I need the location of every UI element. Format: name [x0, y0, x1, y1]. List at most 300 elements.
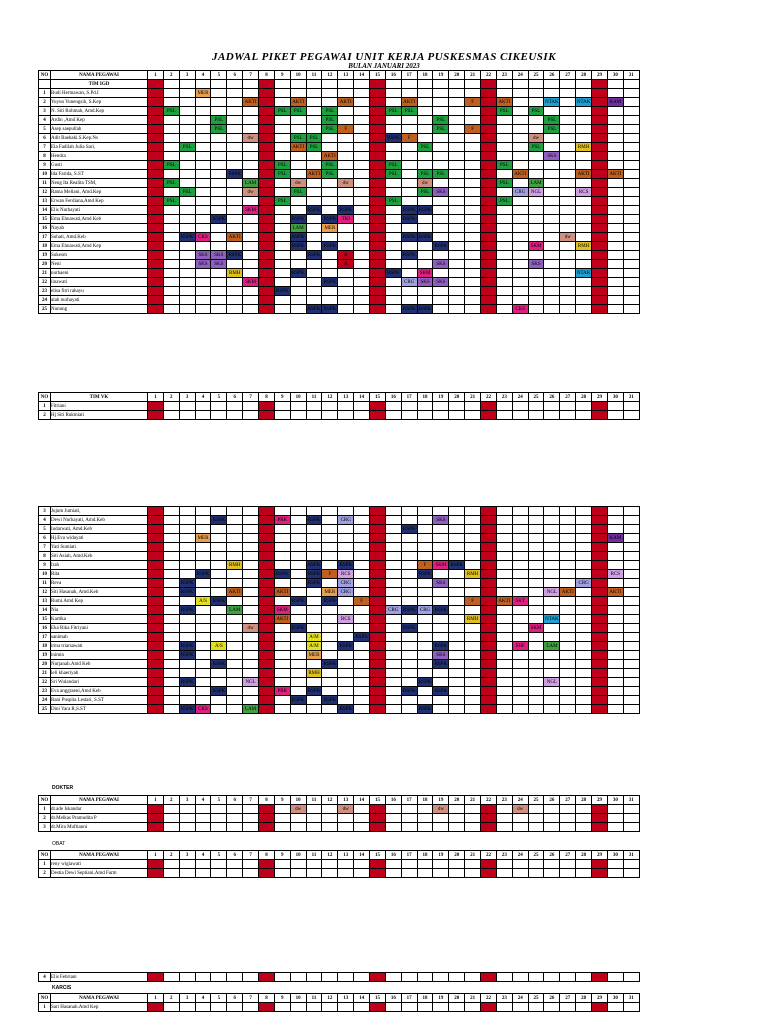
schedule-cell	[274, 402, 290, 411]
schedule-cell	[576, 633, 592, 642]
schedule-cell	[163, 224, 179, 233]
schedule-cell	[401, 633, 417, 642]
schedule-cell	[607, 525, 623, 534]
schedule-cell	[623, 507, 639, 516]
schedule-cell	[481, 588, 497, 597]
schedule-cell	[274, 814, 290, 823]
schedule-cell	[322, 89, 338, 98]
row-number: 11	[39, 579, 51, 588]
schedule-cell: CRG	[338, 588, 354, 597]
roster-table-obat	[38, 850, 640, 878]
schedule-cell	[274, 869, 290, 878]
schedule-cell	[417, 98, 433, 107]
schedule-cell	[148, 233, 164, 242]
table-row	[39, 233, 640, 242]
schedule-cell	[354, 134, 370, 143]
schedule-cell	[163, 402, 179, 411]
schedule-cell: RSPK	[291, 625, 305, 631]
day-header: 20	[449, 851, 465, 860]
schedule-cell: SKS	[195, 251, 211, 260]
schedule-cell	[274, 597, 290, 606]
schedule-cell	[496, 823, 512, 832]
schedule-cell	[465, 660, 481, 669]
schedule-cell	[290, 678, 306, 687]
day-header: 12	[322, 796, 338, 805]
schedule-cell	[592, 179, 608, 188]
schedule-cell	[338, 296, 354, 305]
row-number: 25	[39, 705, 51, 714]
schedule-cell	[512, 543, 528, 552]
schedule-cell	[306, 89, 322, 98]
schedule-cell	[465, 233, 481, 242]
table-row	[39, 615, 640, 624]
schedule-cell	[401, 579, 417, 588]
schedule-cell	[322, 411, 338, 420]
schedule-cell	[163, 651, 179, 660]
schedule-cell	[512, 561, 528, 570]
schedule-cell	[481, 705, 497, 714]
day-header: 25	[528, 851, 544, 860]
schedule-cell	[417, 615, 433, 624]
schedule-cell	[243, 651, 259, 660]
schedule-cell: PSL	[179, 143, 195, 152]
schedule-cell	[449, 805, 465, 814]
schedule-cell	[354, 296, 370, 305]
schedule-cell	[607, 215, 623, 224]
schedule-cell	[481, 89, 497, 98]
schedule-cell	[163, 696, 179, 705]
row-number: 15	[39, 215, 51, 224]
schedule-cell	[592, 973, 608, 982]
schedule-cell	[465, 411, 481, 420]
schedule-cell	[243, 534, 259, 543]
table-row	[39, 860, 640, 869]
schedule-cell	[211, 278, 227, 287]
day-header: 18	[417, 851, 433, 860]
day-header: 28	[576, 994, 592, 1003]
schedule-cell	[449, 206, 465, 215]
schedule-cell	[195, 278, 211, 287]
schedule-cell	[306, 107, 322, 116]
schedule-cell	[560, 516, 576, 525]
day-header: 8	[259, 71, 275, 80]
schedule-cell	[623, 606, 639, 615]
schedule-cell	[607, 1003, 623, 1012]
schedule-cell	[259, 696, 275, 705]
schedule-cell	[465, 206, 481, 215]
day-header: 2	[163, 796, 179, 805]
schedule-cell	[354, 805, 370, 814]
schedule-cell	[623, 233, 639, 242]
schedule-cell	[576, 588, 592, 597]
schedule-cell	[243, 233, 259, 242]
schedule-cell	[179, 669, 195, 678]
schedule-cell	[163, 597, 179, 606]
schedule-cell	[528, 233, 544, 242]
schedule-cell	[163, 278, 179, 287]
schedule-cell	[227, 687, 243, 696]
row-number: 17	[39, 233, 51, 242]
schedule-cell	[449, 125, 465, 134]
employee-name: Yuyun Yunengsih, S.Kep	[51, 98, 148, 107]
schedule-cell	[370, 411, 386, 420]
schedule-cell	[322, 615, 338, 624]
schedule-cell: PSL	[385, 161, 401, 170]
schedule-cell: RSPK	[323, 243, 337, 249]
schedule-cell	[195, 516, 211, 525]
schedule-cell	[354, 552, 370, 561]
schedule-cell	[449, 170, 465, 179]
schedule-cell	[623, 823, 639, 832]
schedule-cell	[592, 134, 608, 143]
schedule-cell	[243, 411, 259, 420]
schedule-cell	[496, 1003, 512, 1012]
schedule-cell	[496, 814, 512, 823]
schedule-cell	[354, 402, 370, 411]
schedule-cell	[195, 651, 211, 660]
schedule-cell	[433, 552, 449, 561]
schedule-cell	[163, 615, 179, 624]
day-header: 11	[306, 994, 322, 1003]
schedule-cell	[528, 606, 544, 615]
schedule-cell	[576, 651, 592, 660]
day-header: 31	[623, 851, 639, 860]
schedule-cell	[354, 287, 370, 296]
schedule-cell	[179, 116, 195, 125]
schedule-cell	[195, 561, 211, 570]
schedule-cell	[449, 678, 465, 687]
day-header: 8	[259, 994, 275, 1003]
schedule-cell	[227, 624, 243, 633]
schedule-cell: AKTI	[323, 153, 336, 159]
schedule-cell	[496, 561, 512, 570]
schedule-cell	[148, 579, 164, 588]
schedule-cell	[354, 570, 370, 579]
schedule-cell	[623, 624, 639, 633]
schedule-cell: RSPK	[339, 207, 352, 213]
schedule-cell	[528, 507, 544, 516]
schedule-cell	[607, 696, 623, 705]
day-header: 4	[195, 393, 211, 402]
schedule-cell	[496, 805, 512, 814]
schedule-cell	[179, 98, 195, 107]
schedule-cell	[274, 224, 290, 233]
schedule-cell	[227, 669, 243, 678]
schedule-cell	[370, 860, 386, 869]
schedule-cell	[243, 269, 259, 278]
schedule-cell	[465, 579, 481, 588]
row-number: 14	[39, 606, 51, 615]
schedule-cell	[623, 287, 639, 296]
schedule-cell	[148, 973, 164, 982]
schedule-cell	[544, 516, 560, 525]
schedule-cell	[592, 869, 608, 878]
schedule-cell	[306, 534, 322, 543]
schedule-cell	[227, 134, 243, 143]
day-header: 28	[576, 71, 592, 80]
schedule-cell	[417, 597, 433, 606]
schedule-cell	[211, 814, 227, 823]
employee-name: Ela Fadilah Julia Sari,	[51, 143, 148, 152]
schedule-cell	[163, 134, 179, 143]
day-header: 27	[560, 994, 576, 1003]
schedule-cell	[148, 107, 164, 116]
schedule-cell	[322, 823, 338, 832]
schedule-cell: SKS	[433, 516, 449, 525]
schedule-cell	[259, 161, 275, 170]
day-header: 19	[433, 71, 449, 80]
day-header: 2	[163, 994, 179, 1003]
schedule-cell	[370, 233, 386, 242]
schedule-cell	[385, 823, 401, 832]
schedule-cell	[148, 1003, 164, 1012]
schedule-cell	[243, 125, 259, 134]
schedule-cell	[560, 696, 576, 705]
schedule-cell	[385, 678, 401, 687]
schedule-cell	[290, 411, 306, 420]
day-header: 18	[417, 71, 433, 80]
schedule-cell	[163, 687, 179, 696]
schedule-cell	[576, 251, 592, 260]
schedule-cell	[163, 570, 179, 579]
schedule-cell	[481, 687, 497, 696]
schedule-cell	[211, 534, 227, 543]
row-number: 8	[39, 552, 51, 561]
schedule-cell	[607, 814, 623, 823]
schedule-cell	[576, 606, 592, 615]
schedule-cell	[338, 287, 354, 296]
schedule-cell	[338, 678, 354, 687]
header-row	[39, 71, 640, 80]
schedule-cell	[370, 543, 386, 552]
schedule-cell	[560, 251, 576, 260]
schedule-cell: RMH	[465, 615, 481, 624]
schedule-cell	[576, 543, 592, 552]
schedule-cell	[401, 269, 417, 278]
schedule-cell	[385, 543, 401, 552]
schedule-cell	[512, 197, 528, 206]
schedule-cell	[560, 161, 576, 170]
schedule-cell: RSPK	[402, 306, 416, 312]
schedule-cell	[274, 411, 290, 420]
schedule-cell	[195, 823, 211, 832]
schedule-cell	[560, 525, 576, 534]
schedule-cell	[195, 660, 211, 669]
schedule-cell	[148, 597, 164, 606]
schedule-cell	[465, 402, 481, 411]
schedule-cell	[433, 143, 449, 152]
employee-name: reny wigiawati	[51, 860, 148, 869]
schedule-cell	[496, 116, 512, 125]
schedule-cell	[433, 973, 449, 982]
schedule-cell	[370, 534, 386, 543]
schedule-cell	[211, 296, 227, 305]
schedule-cell	[576, 534, 592, 543]
schedule-cell	[290, 561, 306, 570]
schedule-cell	[417, 116, 433, 125]
employee-name: Iudarwati, Amd.Keb	[51, 525, 148, 534]
schedule-cell	[211, 287, 227, 296]
day-header: 2	[163, 71, 179, 80]
schedule-cell	[148, 197, 164, 206]
schedule-cell	[401, 534, 417, 543]
schedule-cell	[560, 507, 576, 516]
schedule-cell	[385, 206, 401, 215]
schedule-cell	[481, 525, 497, 534]
table-row	[39, 525, 640, 534]
schedule-cell	[449, 269, 465, 278]
row-number: 3	[39, 823, 51, 832]
schedule-cell	[465, 1003, 481, 1012]
schedule-cell	[496, 224, 512, 233]
schedule-cell	[560, 411, 576, 420]
schedule-cell	[259, 525, 275, 534]
schedule-cell	[607, 869, 623, 878]
schedule-cell	[560, 260, 576, 269]
schedule-cell	[623, 534, 639, 543]
schedule-cell	[163, 973, 179, 982]
schedule-cell	[417, 251, 433, 260]
day-header: 17	[401, 851, 417, 860]
schedule-cell	[195, 606, 211, 615]
schedule-cell: PSL	[274, 170, 290, 179]
employee-name: Nayah	[51, 224, 148, 233]
schedule-cell	[607, 624, 623, 633]
schedule-cell: AKTI	[514, 171, 527, 177]
employee-name: Budi Hermawan, S.Pd.I	[51, 89, 148, 98]
schedule-cell	[417, 624, 433, 633]
schedule-cell	[338, 278, 354, 287]
day-header: 26	[544, 994, 560, 1003]
schedule-cell	[496, 687, 512, 696]
schedule-cell	[481, 534, 497, 543]
schedule-cell	[243, 305, 259, 314]
schedule-cell	[163, 814, 179, 823]
schedule-cell	[354, 534, 370, 543]
schedule-cell	[243, 814, 259, 823]
schedule-cell	[338, 242, 354, 251]
schedule-cell	[592, 678, 608, 687]
column-header-no: NO	[39, 393, 51, 402]
schedule-cell	[290, 570, 306, 579]
employee-name: Kartika	[51, 615, 148, 624]
schedule-cell	[195, 242, 211, 251]
schedule-cell	[259, 1003, 275, 1012]
schedule-cell	[623, 125, 639, 134]
schedule-cell	[481, 107, 497, 116]
schedule-cell	[290, 197, 306, 206]
schedule-cell	[148, 805, 164, 814]
schedule-cell	[449, 233, 465, 242]
schedule-cell	[544, 134, 560, 143]
schedule-cell: NGL	[544, 588, 560, 597]
schedule-cell	[370, 179, 386, 188]
schedule-cell: RSPK	[307, 207, 321, 213]
table-row	[39, 278, 640, 287]
schedule-cell: RSPK	[339, 643, 352, 649]
schedule-cell	[306, 215, 322, 224]
schedule-cell	[449, 687, 465, 696]
day-header: 9	[274, 393, 290, 402]
row-number: 6	[39, 134, 51, 143]
schedule-cell	[623, 552, 639, 561]
day-header: 5	[211, 796, 227, 805]
schedule-cell	[512, 814, 528, 823]
schedule-cell	[544, 660, 560, 669]
schedule-cell	[607, 402, 623, 411]
schedule-cell	[560, 805, 576, 814]
schedule-cell	[607, 296, 623, 305]
schedule-cell	[401, 860, 417, 869]
schedule-cell	[290, 161, 306, 170]
schedule-cell	[148, 669, 164, 678]
schedule-cell: PSL	[163, 161, 179, 170]
schedule-cell	[623, 570, 639, 579]
schedule-cell	[465, 606, 481, 615]
schedule-cell	[370, 152, 386, 161]
schedule-cell	[338, 696, 354, 705]
schedule-cell	[322, 507, 338, 516]
schedule-cell	[385, 705, 401, 714]
schedule-cell	[481, 651, 497, 660]
schedule-cell	[512, 89, 528, 98]
schedule-cell	[338, 687, 354, 696]
schedule-cell	[401, 116, 417, 125]
schedule-cell	[306, 543, 322, 552]
schedule-cell	[259, 411, 275, 420]
schedule-cell	[607, 278, 623, 287]
schedule-cell	[607, 206, 623, 215]
schedule-cell	[465, 507, 481, 516]
schedule-cell	[354, 1003, 370, 1012]
day-header: 11	[306, 393, 322, 402]
schedule-cell: RSPK	[418, 207, 432, 213]
schedule-cell	[338, 651, 354, 660]
schedule-cell: A/S	[211, 642, 227, 651]
day-header: 2	[163, 851, 179, 860]
schedule-cell	[401, 588, 417, 597]
schedule-cell	[592, 296, 608, 305]
schedule-cell	[512, 534, 528, 543]
schedule-cell	[544, 552, 560, 561]
schedule-cell	[433, 869, 449, 878]
schedule-cell	[259, 152, 275, 161]
schedule-cell	[274, 696, 290, 705]
table-row	[39, 579, 640, 588]
schedule-cell	[306, 973, 322, 982]
schedule-cell	[417, 696, 433, 705]
schedule-cell	[401, 615, 417, 624]
day-header: 4	[195, 851, 211, 860]
schedule-cell: dw	[243, 134, 259, 143]
schedule-cell	[623, 805, 639, 814]
employee-name: Ema Ehnawati,Amd Kep	[51, 242, 148, 251]
schedule-cell: A/S	[195, 597, 211, 606]
schedule-cell	[370, 687, 386, 696]
schedule-cell	[385, 552, 401, 561]
schedule-cell	[433, 233, 449, 242]
schedule-cell	[481, 215, 497, 224]
schedule-cell	[290, 206, 306, 215]
schedule-cell: RCS	[576, 188, 592, 197]
schedule-cell	[528, 197, 544, 206]
schedule-cell	[560, 660, 576, 669]
schedule-cell	[481, 678, 497, 687]
day-header: 30	[607, 393, 623, 402]
schedule-cell	[370, 823, 386, 832]
schedule-cell	[322, 179, 338, 188]
schedule-cell	[322, 669, 338, 678]
